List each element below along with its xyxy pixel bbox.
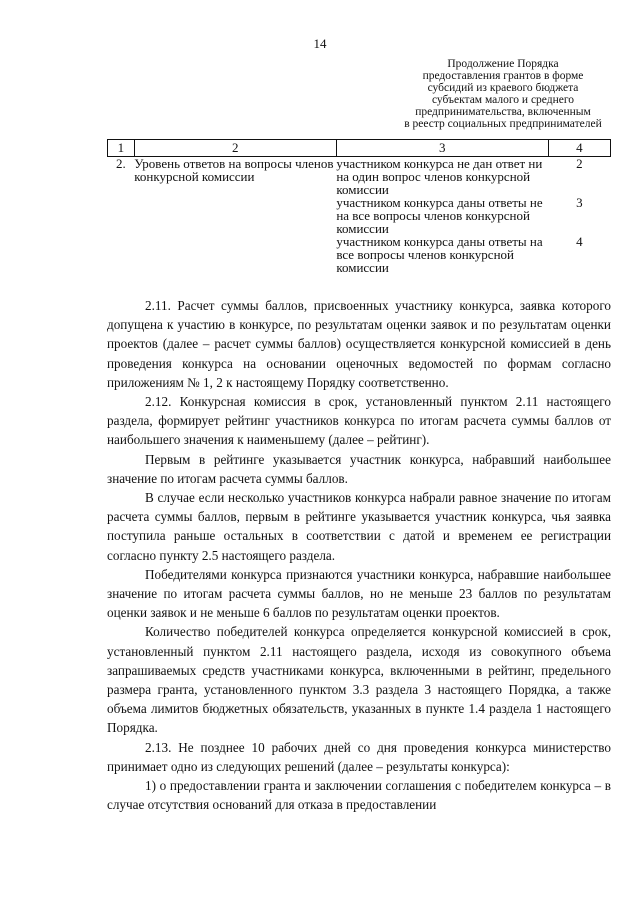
paragraph: 2.12. Конкурсная комиссия в срок, установленный пунктом 2.11 настоящего раздела, формирует рейтинг участников конкурса по итогам расчета суммы баллов от наибольшего значения к наименьшему (далее – рейтинг). <box>107 394 611 448</box>
table-row <box>108 157 611 197</box>
table-header-row <box>108 140 611 157</box>
criterion-name: Уровень ответов на вопросы членов конкурсной комиссии <box>134 156 334 184</box>
header-line: предпринимательства, включенным <box>415 106 591 118</box>
paragraph: Количество победителей конкурса определяется конкурсной комиссией в срок, установленный пунктом 2.11 настоящего раздела, исходя из совокупного объема запрашиваемых средств участниками конкурса, включенными в рейтинг, предельного размера гранта, установленного пунктом 3.3 раздела 3 настоящего Порядка, а также объема лимитов бюджетных обязательств, указанных в пункте 1.4 раздела 1 настоящего Порядка. <box>107 624 611 736</box>
paragraph: 2.11. Расчет суммы баллов, присвоенных участнику конкурса, заявка которого допущена к участию в конкурсе, по результатам оценки заявок и по результатам оценки проектов (далее – расчет суммы баллов) осуществляется конкурсной комиссией в день проведения конкурса на основании оценочных ведомостей по формам согласно приложениям № 1, 2 к настоящему Порядку соответственно. <box>107 298 611 390</box>
condition-text: участником конкурса даны ответы на все вопросы членов конкурсной комиссии <box>336 234 543 275</box>
row-number: 2. <box>116 156 126 171</box>
condition-score: 4 <box>576 234 583 249</box>
paragraph: Первым в рейтинге указывается участник конкурса, набравший наибольшее значение по итогам расчета суммы баллов. <box>107 451 611 486</box>
header-line: субсидий из краевого бюджета <box>427 82 579 94</box>
column-header: 2 <box>134 140 336 157</box>
paragraph: В случае если несколько участников конкурса набрали равное значение по итогам расчета суммы баллов, первым в рейтинге указывается участник конкурса, чья заявка поступила раньше остальных в соответствии с датой и временем ее регистрации согласно пункту 2.5 настоящего раздела. <box>107 490 611 563</box>
header-line: субъектам малого и среднего <box>431 94 575 106</box>
table-row <box>108 235 611 274</box>
paragraph: 1) о предоставлении гранта и заключении соглашения с победителем конкурса – в случае отсутствия оснований для отказа в предоставлении <box>107 778 611 813</box>
condition-score: 3 <box>576 195 583 210</box>
condition-text: участником конкурса даны ответы не на все вопросы членов конкурсной комиссии <box>336 195 543 236</box>
condition-score: 2 <box>576 156 583 171</box>
document-header <box>396 58 610 130</box>
header-line: Продолжение Порядка <box>447 58 559 70</box>
table-row <box>108 196 611 235</box>
column-header: 4 <box>548 140 610 157</box>
paragraph: Победителями конкурса признаются участники конкурса, набравшие наибольшее значение по итогам расчета суммы баллов, но не меньше 23 баллов по результатам оценки заявок и не меньше 6 баллов по результатам оценки проектов. <box>107 566 611 621</box>
column-header: 3 <box>336 140 548 157</box>
header-line: предоставления грантов в форме <box>422 70 584 82</box>
paragraph: 2.13. Не позднее 10 рабочих дней со дня проведения конкурса министерство принимает одно из следующих решений (далее – результаты конкурса): <box>107 739 611 774</box>
condition-text: участником конкурса не дан ответ ни на один вопрос членов конкурсной комиссии <box>336 156 543 197</box>
document-body <box>107 296 611 814</box>
header-line: в реестр социальных предпринимателей <box>404 118 602 130</box>
page-number: 14 <box>313 36 327 51</box>
criteria-table <box>107 139 611 274</box>
column-header: 1 <box>108 140 135 157</box>
